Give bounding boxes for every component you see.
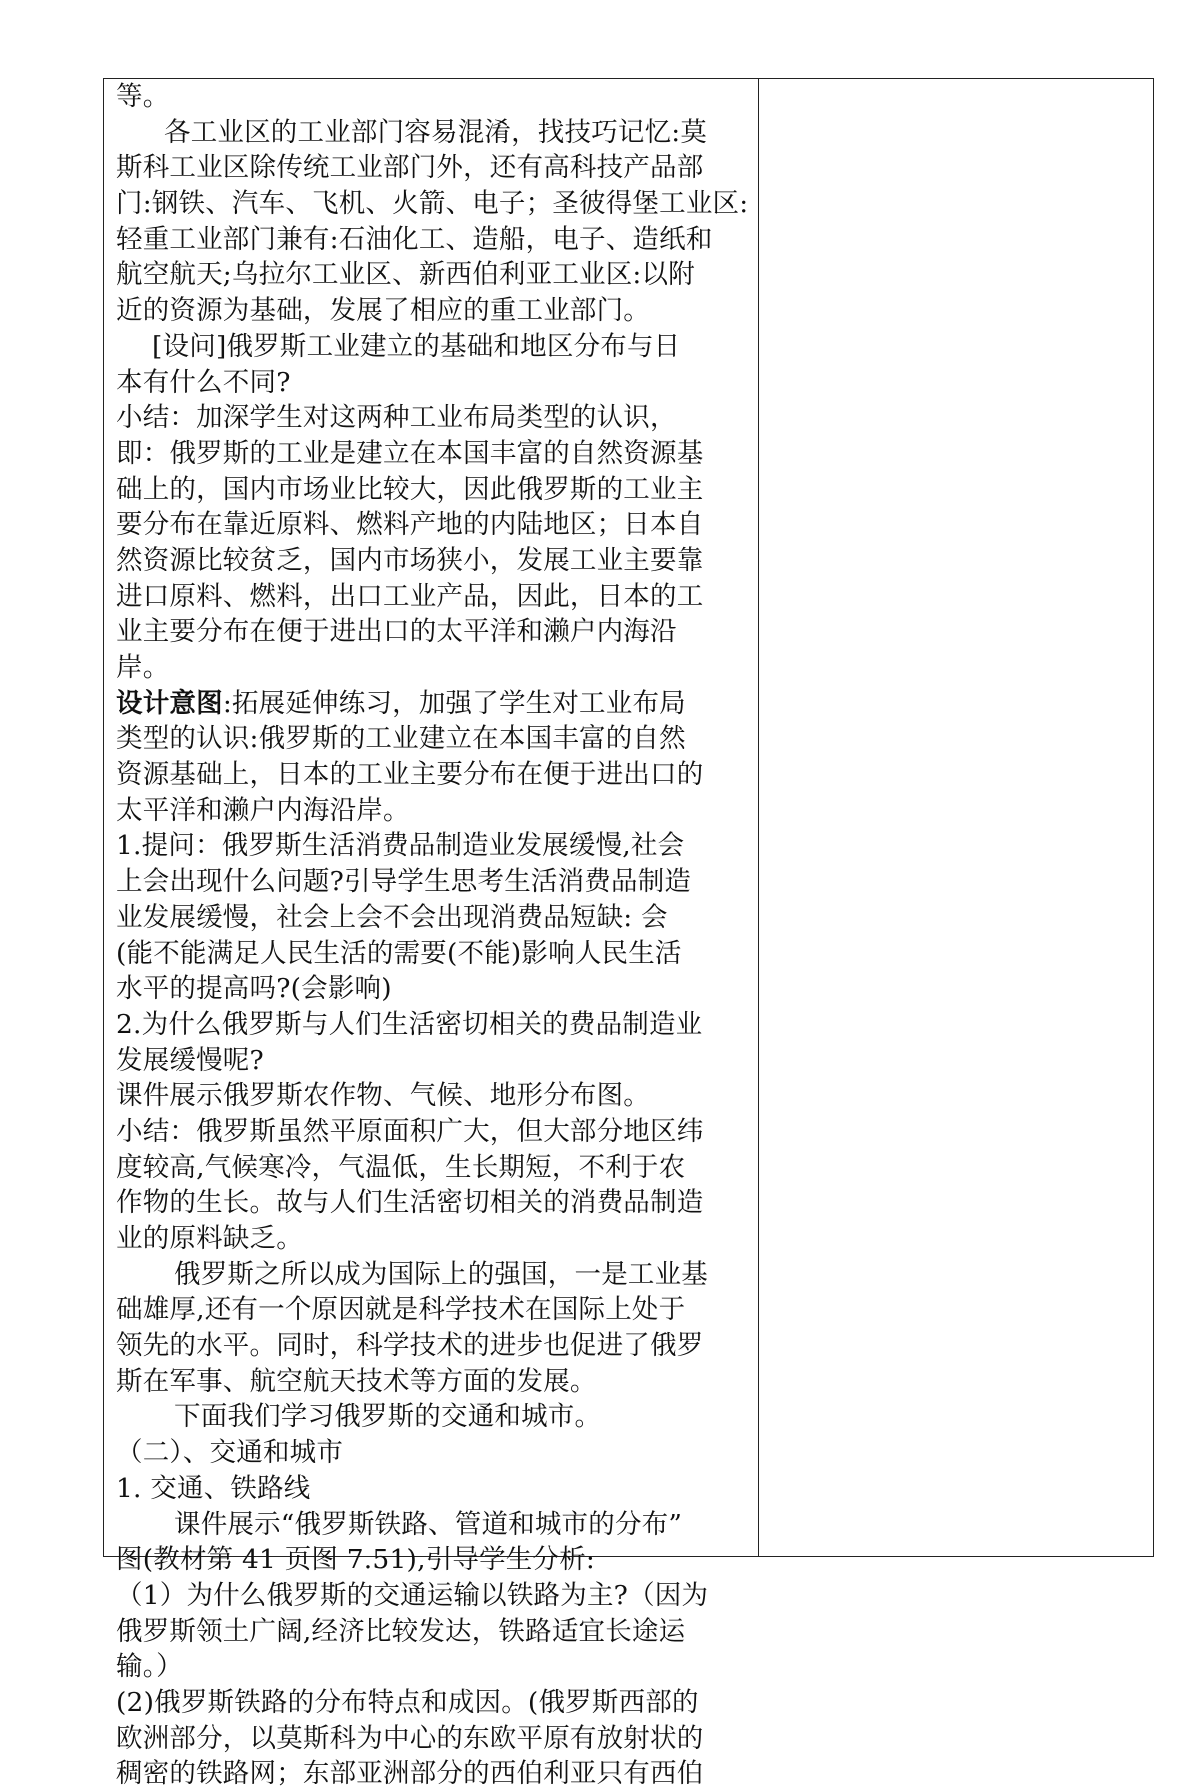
text-line: 业的原料缺乏。 [116,1223,303,1254]
text-line: 课件展示“俄罗斯铁路、管道和城市的分布” [174,1508,683,1540]
text-line: 度较高,气候寒冷，气温低，生长期短，不利于农 [116,1151,686,1183]
text-line: (2)俄罗斯铁路的分布特点和成因。(俄罗斯西部的 [116,1686,699,1718]
text-line: 即：俄罗斯的工业是建立在本国丰富的自然资源基 [116,437,704,469]
text-line: 欧洲部分，以莫斯科为中心的东欧平原有放射状的 [116,1722,704,1754]
text-line: 上会出现什么问题?引导学生思考生活消费品制造 [116,866,692,898]
text-line: 小结：加深学生对这两种工业布局类型的认识， [116,402,677,434]
text-line: 然资源比较贫乏，国内市场狭小，发展工业主要靠 [116,544,704,576]
text-line: 俄罗斯之所以成为国际上的强国，一是工业基 [174,1258,708,1290]
text-line: 课件展示俄罗斯农作物、气候、地形分布图。 [116,1080,650,1112]
text-line: 航空航天;乌拉尔工业区、新西伯利亚工业区:以附 [116,259,695,291]
text-line: [设问]俄罗斯工业建立的基础和地区分布与日 [152,330,681,362]
text-line: 小结：俄罗斯虽然平原面积广大，但大部分地区纬 [116,1115,704,1147]
text-line: 水平的提高吗?(会影响) [116,973,392,1005]
design-intent-label: 设计意图 [116,687,223,719]
text-line: 斯科工业区除传统工业部门外，还有高科技产品部 [116,152,704,184]
text-line: 俄罗斯领土广阔,经济比较发达，铁路适宜长途运 [116,1615,686,1647]
text-line: （1）为什么俄罗斯的交通运输以铁路为主?（因为 [116,1579,709,1611]
text-line: 图(教材第 41 页图 7.51),引导学生分析: [116,1544,596,1576]
text-line: 本有什么不同? [116,366,291,398]
design-intent-text: :拓展延伸练习，加强了学生对工业布局 [222,687,686,719]
text-line: 稠密的铁路网；东部亚洲部分的西伯利亚只有西伯 [116,1758,704,1790]
text-line: 础雄厚,还有一个原因就是科学技术在国际上处于 [116,1294,686,1326]
text-line: 础上的，国内市场业比较大，因此俄罗斯的工业主 [116,473,704,505]
notes-cell [759,79,1153,1556]
text-line: 输。） [116,1651,183,1683]
text-line: 等。 [116,81,170,112]
text-line: 领先的水平。同时，科学技术的进步也促进了俄罗 [116,1330,704,1362]
text-line: 作物的生长。故与人们生活密切相关的消费品制造 [116,1187,704,1219]
subsection-heading: 1. 交通、铁路线 [116,1472,311,1504]
text-line: 要分布在靠近原料、燃料产地的内陆地区；日本自 [116,509,704,541]
text-line: 下面我们学习俄罗斯的交通和城市。 [174,1401,602,1433]
text-line: 各工业区的工业部门容易混淆，找技巧记忆:莫 [164,116,708,148]
text-line: (能不能满足人民生活的需要(不能)影响人民生活 [116,937,682,969]
text-line: 发展缓慢呢? [116,1044,264,1076]
text-line: 进口原料、燃料，出口工业产品，因此，日本的工 [116,580,704,612]
text-line: 2.为什么俄罗斯与人们生活密切相关的费品制造业 [116,1008,703,1040]
text-line: 近的资源为基础，发展了相应的重工业部门。 [116,295,650,327]
text-line: 1.提问：俄罗斯生活消费品制造业发展缓慢,社会 [116,830,685,862]
text-line: 类型的认识:俄罗斯的工业建立在本国丰富的自然 [116,723,686,755]
text-line: 岸。 [116,652,170,683]
text-line: 业发展缓慢，社会上会不会出现消费品短缺: 会 [116,901,668,933]
text-line: 业主要分布在便于进出口的太平洋和濑户内海沿 [116,616,677,648]
main-content-cell [104,79,759,1790]
text-line: 资源基础上，日本的工业主要分布在便于进出口的 [116,759,704,791]
text-line: 门:钢铁、汽车、飞机、火箭、电子；圣彼得堡工业区: [116,188,749,220]
text-line: 太平洋和濑户内海沿岸。 [116,794,410,826]
lesson-plan-table [103,78,1154,1790]
section-heading: （二）、交通和城市 [116,1437,344,1469]
text-line: 斯在军事、航空航天技术等方面的发展。 [116,1365,597,1397]
design-intent-line [116,686,754,722]
text-line: 轻重工业部门兼有:石油化工、造船，电子、造纸和 [116,223,713,255]
